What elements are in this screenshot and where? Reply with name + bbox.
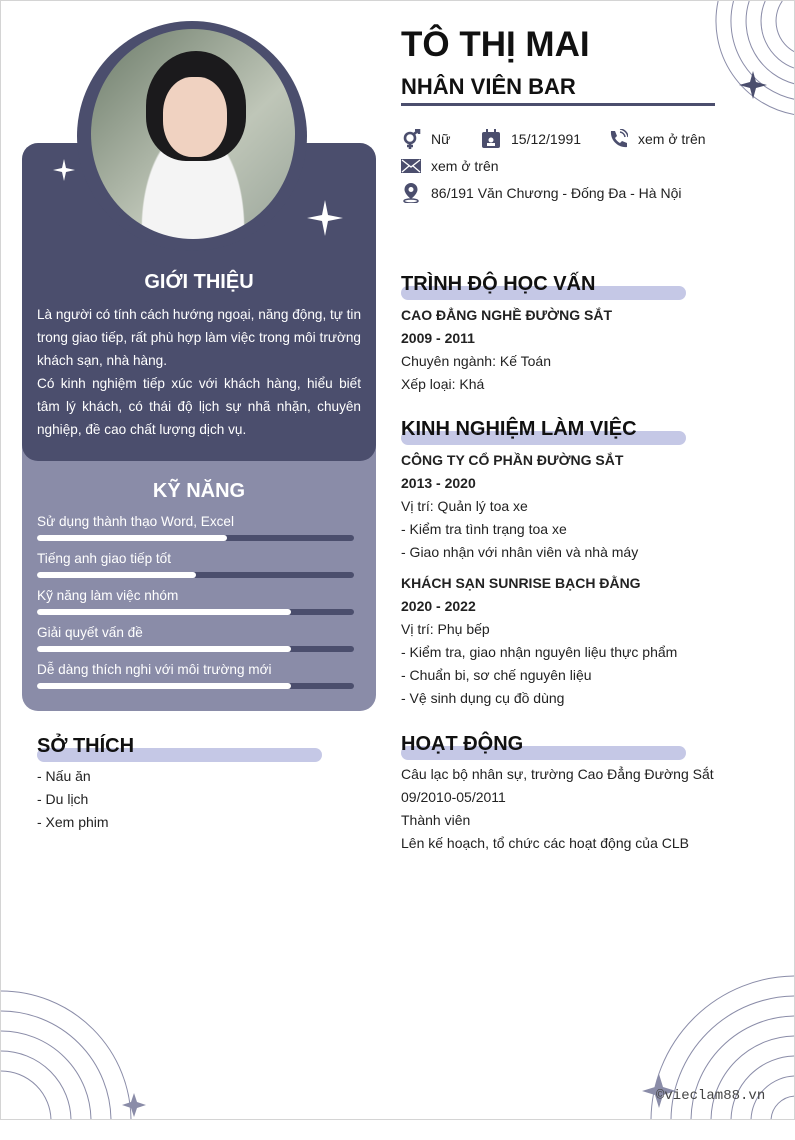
skill-bar-fill [37,572,196,578]
job-task: - Vệ sinh dụng cụ đồ dùng [401,690,565,706]
decorative-arc [746,1,795,84]
skill-label: Giải quyết vấn đề [37,625,143,640]
skill-item [37,624,354,652]
sparkle-icon [122,1093,146,1117]
skill-bar [37,683,354,689]
envelope-icon [401,156,421,176]
hobbies-list [37,765,109,834]
intro-paragraph: Là người có tính cách hướng ngoại, năng động, tự tin trong giao tiếp, rất phù hợp làm việc trong môi trường khách sạn, nhà hàng. [37,307,362,368]
address-value: 86/191 Văn Chương - Đống Đa - Hà Nội [431,185,682,201]
skill-bar-fill [37,646,291,652]
hobbies-title: SỞ THÍCH [37,735,134,758]
activities-title: HOẠT ĐỘNG [401,733,523,756]
activity-line: Câu lạc bộ nhân sự, trường Cao Đẳng Đường Sắt [401,766,714,782]
job-company: CÔNG TY CỔ PHẦN ĐƯỜNG SẮT [401,452,624,468]
education-title: TRÌNH ĐỘ HỌC VẤN [401,273,595,296]
candidate-role: NHÂN VIÊN BAR [401,74,576,99]
job-position: Vị trí: Phụ bếp [401,621,490,637]
decorative-arc [1,1011,111,1120]
decorative-arc [771,1096,795,1120]
sparkle-icon [739,71,767,99]
sparkle-icon [53,159,75,181]
birthday-info [481,129,581,149]
hobby-item: - Du lịch [37,791,89,807]
skill-item [37,513,354,541]
location-pin-icon [401,183,421,203]
experience-title: KINH NGHIỆM LÀM VIỆC [401,418,637,441]
activities-block [401,763,714,855]
skill-bar [37,572,354,578]
decorative-arc [716,1,795,115]
skill-label: Kỹ năng làm việc nhóm [37,588,179,603]
intro-title: GIỚI THIỆU [144,271,254,293]
skill-item [37,587,354,615]
skill-bar-fill [37,683,291,689]
education-major: Chuyên ngành: Kế Toán [401,353,551,369]
decorative-arc [1,991,131,1120]
skill-bar-fill [37,535,227,541]
job-position: Vị trí: Quản lý toa xe [401,498,528,514]
activity-line: Thành viên [401,812,471,828]
intro-paragraph: Có kinh nghiệm tiếp xúc với khách hàng, hiểu biết tâm lý khách, có thái độ lịch sự nhã nhặn, chuyên nghiệp, đề cao chất lượng dịch vụ. [37,376,361,437]
experience-block [401,449,677,710]
skill-label: Sử dụng thành thạo Word, Excel [37,514,235,529]
hobby-item: - Nấu ăn [37,768,91,784]
job-years: 2013 - 2020 [401,475,476,491]
skill-bar [37,535,354,541]
divider [401,103,715,106]
gender-value: Nữ [431,131,451,147]
skill-item [37,550,354,578]
job-years: 2020 - 2022 [401,598,476,614]
job-task: - Kiểm tra tình trạng toa xe [401,521,567,537]
decorative-arc [1,1071,51,1120]
candidate-name: TÔ THỊ MAI [401,25,590,64]
education-block [401,304,612,396]
job-task: - Chuẩn bi, sơ chế nguyên liệu [401,667,592,683]
phone-info [608,129,706,149]
skills-title: KỸ NĂNG [152,480,246,502]
watermark: ©vieclam88.vn [656,1088,766,1104]
job-task: - Kiểm tra, giao nhận nguyên liệu thực phẩm [401,644,678,660]
gender-info [401,129,450,149]
phone-value: xem ở trên [638,131,706,147]
birthday-value: 15/12/1991 [511,131,582,147]
school-name: CAO ĐẲNG NGHỀ ĐƯỜNG SẮT [401,307,613,323]
skill-bar-fill [37,609,291,615]
activity-line: Lên kế hoạch, tổ chức các hoạt động của CLB [401,835,690,851]
decorative-arc [1,1031,91,1120]
activity-line: 09/2010-05/2011 [401,789,506,805]
intro-text [37,303,361,441]
job-company: KHÁCH SẠN SUNRISE BẠCH ĐẰNG [401,575,641,591]
calendar-icon [481,129,501,149]
job-task: - Giao nhận với nhân viên và nhà máy [401,544,639,560]
decorative-arc [691,1016,795,1120]
address-info [401,183,681,203]
hobby-item: - Xem phim [37,814,109,830]
profile-photo [91,29,295,239]
decorative-arc [776,1,795,53]
education-years: 2009 - 2011 [401,330,475,346]
skill-item [37,661,354,689]
skill-label: Dễ dàng thích nghi với môi trường mới [37,662,272,677]
sparkle-icon [307,200,343,236]
education-grade: Xếp loại: Khá [401,376,485,392]
skill-bar [37,609,354,615]
skill-bar [37,646,354,652]
skill-label: Tiếng anh giao tiếp tốt [37,551,172,566]
phone-icon [608,129,628,149]
gender-icon [401,129,421,149]
decorative-arc [761,1,795,69]
email-info [401,156,499,176]
email-value: xem ở trên [431,158,499,174]
